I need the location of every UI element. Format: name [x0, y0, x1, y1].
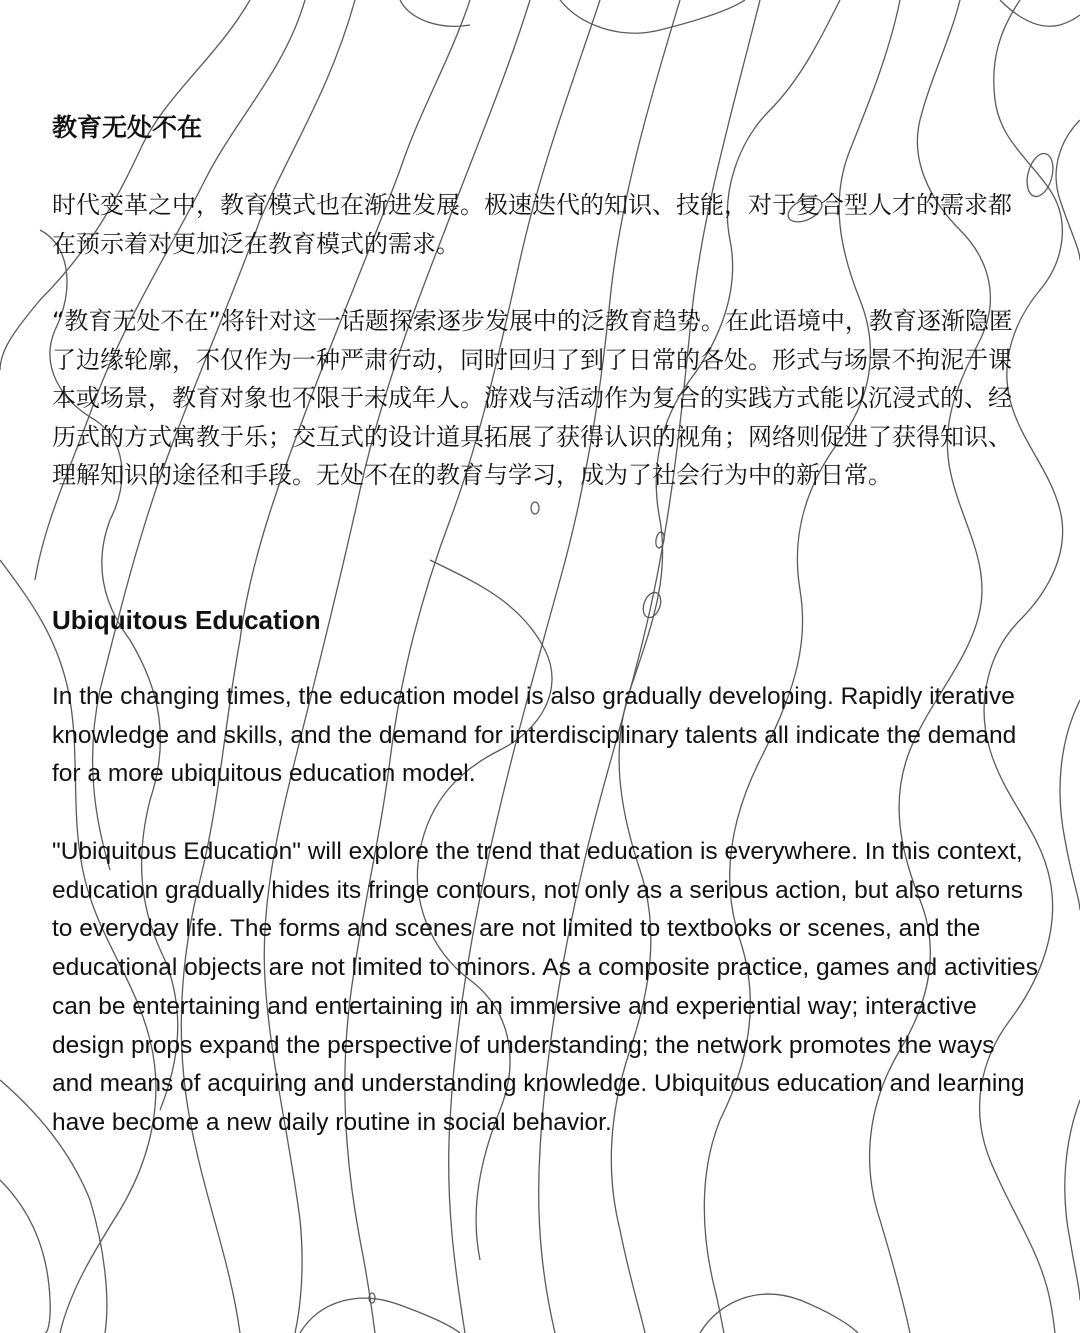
contour-line: [1065, 1100, 1080, 1300]
contour-island: [655, 531, 666, 548]
contour-line: [0, 1180, 50, 1333]
contour-line: [1056, 120, 1080, 260]
contour-line: [400, 0, 470, 26]
english-paragraph-2: "Ubiquitous Education" will explore the trend that education is everywhere. In this context, education gradually hides its fringe contours, not only as a serious action, but also returns to everyday life. The forms and scenes are not limited to textbooks or scenes, and the educational objects are not limited to minors. As a composite practice, games and activities can be entertaining and entertaining in an immersive and experiential way; interactive design props expand the perspective of understanding; the network promotes the ways and means of acquiring and understanding knowledge. Ubiquitous education and learning have become a new daily routine in social behavior.: [52, 838, 1038, 1136]
chinese-title: 教育无处不在: [52, 113, 203, 142]
contour-island: [640, 590, 664, 620]
english-paragraph-1: In the changing times, the education model is also gradually developing. Rapidly iterative knowledge and skills, and the demand for interdisciplinary talents all indicate the demand for a more ubiquitous education model.: [52, 683, 1017, 788]
contour-island: [531, 502, 539, 514]
contour-line: [300, 1298, 460, 1333]
english-title: Ubiquitous Education: [52, 605, 321, 635]
contour-line: [700, 1294, 858, 1333]
contour-line: [560, 0, 745, 33]
chinese-paragraph-1: 时代变革之中，教育模式也在渐进发展。极速迭代的知识、技能，对于复合型人才的需求都在预示着对更加泛在教育模式的需求。: [52, 191, 1012, 258]
chinese-paragraph-2: “教育无处不在”将针对这一话题探索逐步发展中的泛教育趋势。在此语境中，教育逐渐隐匿了边缘轮廓，不仅作为一种严肃行动，同时回归了到了日常的各处。形式与场景不拘泥于课本或场景，教育对象也不限于未成年人。游戏与活动作为复合的实践方式能以沉浸式的、经历式的方式寓教于乐；交互式的设计道具拓展了获得认识的视角；网络则促进了获得知识、理解知识的途径和手段。无处不在的教育与学习，成为了社会行为中的新日常。: [52, 307, 1013, 489]
contour-line: [1060, 700, 1080, 910]
